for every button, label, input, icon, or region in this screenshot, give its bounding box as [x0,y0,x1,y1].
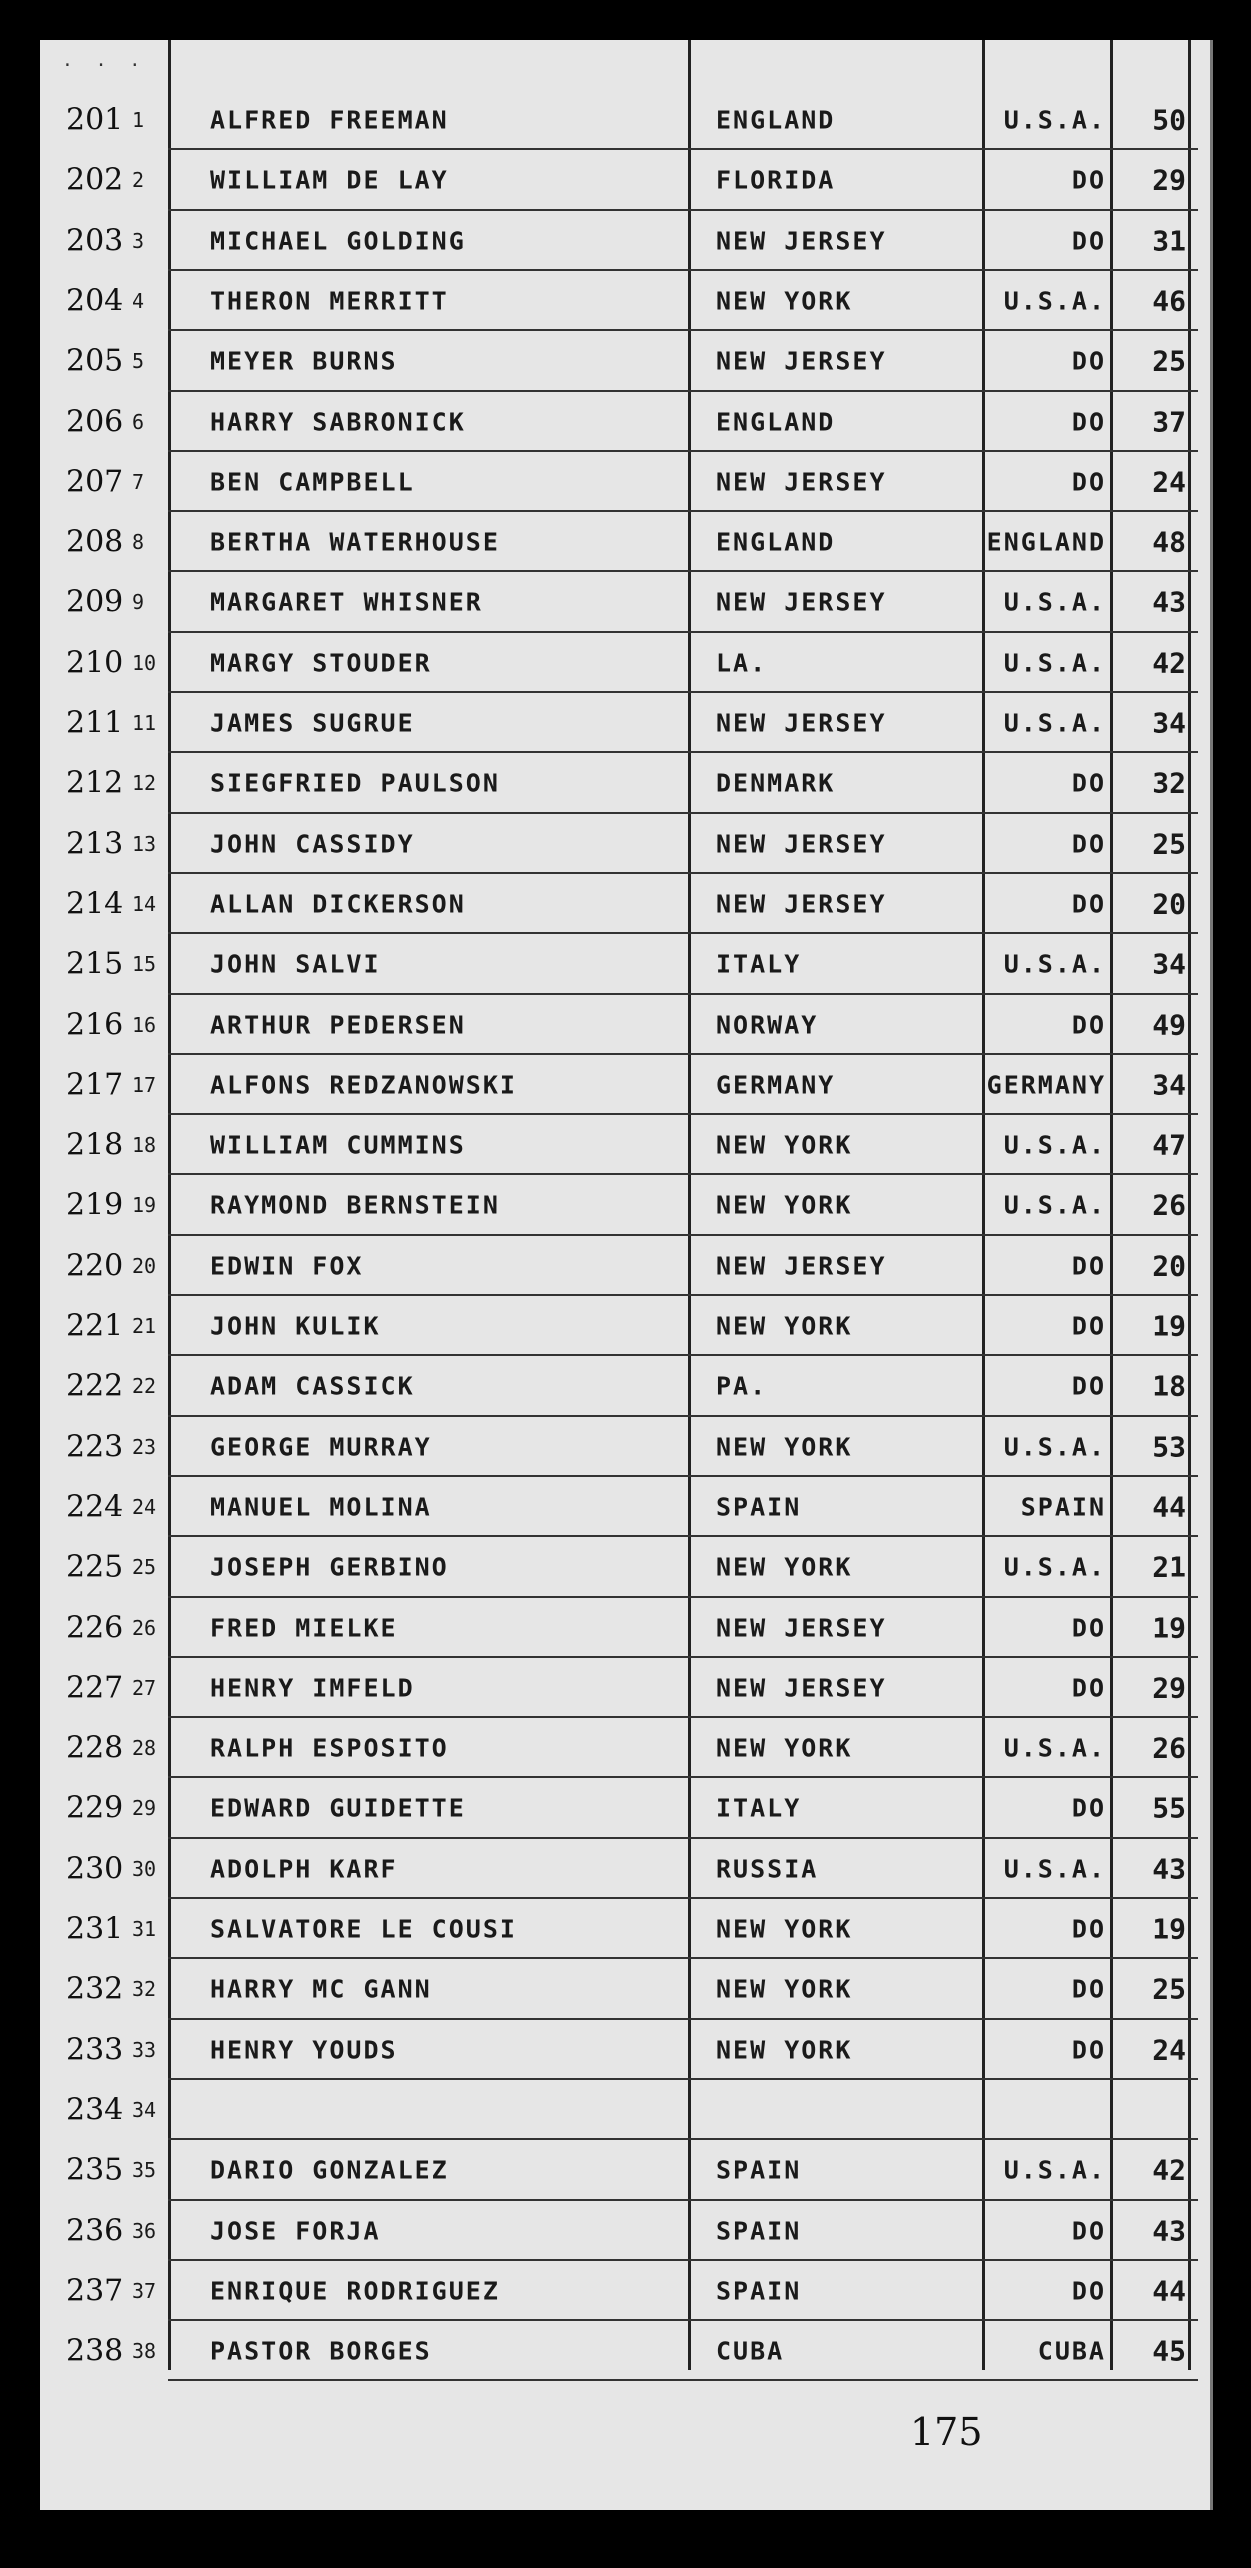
table-row [40,693,1210,753]
table-row [40,1296,1210,1356]
age: 25 [1152,1972,1186,2006]
birthplace: ENGLAND [716,105,836,135]
age: 26 [1152,1188,1186,1222]
passenger-name: HENRY YOUDS [210,2035,398,2065]
citizenship: U.S.A. [1003,1432,1106,1462]
passenger-name: EDWARD GUIDETTE [210,1793,466,1823]
age: 44 [1152,1490,1186,1524]
passenger-name: ARTHUR PEDERSEN [210,1010,466,1039]
citizenship: U.S.A. [1003,1130,1106,1160]
birthplace: NEW JERSEY [716,587,887,617]
line-number: 37 [132,2278,157,2303]
table-row [40,211,1210,271]
citizenship: U.S.A. [1003,708,1106,738]
age: 53 [1152,1430,1186,1464]
birthplace: NEW JERSEY [716,708,887,738]
birthplace: LA. [716,648,768,678]
table-row [40,1115,1210,1175]
age: 34 [1152,947,1186,981]
handwritten-number: 212 [66,765,124,801]
handwritten-number: 206 [66,404,124,439]
age: 47 [1152,1128,1186,1162]
table-row [40,1175,1210,1235]
passenger-name: JOSE FORJA [210,2216,381,2245]
citizenship: GERMANY [986,1070,1106,1100]
passenger-name: WILLIAM CUMMINS [210,1130,466,1160]
birthplace: NEW JERSEY [716,889,887,919]
corner-marks: . . . [62,50,147,71]
birthplace: NEW YORK [716,1552,853,1582]
citizenship: DO [1071,2216,1106,2245]
table-row [40,2321,1210,2381]
age: 26 [1152,1731,1186,1765]
birthplace: NEW YORK [716,2035,853,2065]
birthplace: NEW JERSEY [716,1673,887,1703]
table-row [40,392,1210,452]
passenger-name: ENRIQUE RODRIGUEZ [210,2276,500,2306]
line-number: 8 [132,530,145,555]
passenger-name: BERTHA WATERHOUSE [210,527,500,557]
line-number: 33 [132,2037,157,2062]
line-number: 5 [132,349,145,374]
table-row [40,1959,1210,2019]
citizenship: DO [1071,1974,1106,2004]
line-number: 3 [132,228,145,253]
birthplace: FLORIDA [716,165,836,195]
citizenship: U.S.A. [1003,1733,1106,1763]
table-row [40,995,1210,1055]
handwritten-number: 210 [66,645,124,681]
handwritten-number: 209 [66,584,124,620]
line-number: 6 [132,409,145,434]
table-row [40,452,1210,512]
handwritten-number: 236 [66,2213,124,2248]
handwritten-number: 201 [66,102,124,138]
birthplace: SPAIN [716,2155,802,2185]
passenger-name: DARIO GONZALEZ [210,2155,449,2185]
handwritten-number: 202 [66,162,124,198]
line-number: 36 [132,2218,157,2243]
handwritten-number: 226 [66,1610,124,1645]
handwritten-number: 214 [66,886,124,922]
table-row [40,814,1210,874]
birthplace: RUSSIA [716,1854,819,1884]
line-number: 34 [132,2097,157,2122]
birthplace: DENMARK [716,768,836,798]
birthplace: NEW JERSEY [716,1251,887,1281]
birthplace: SPAIN [716,2276,802,2306]
line-number: 30 [132,1856,157,1881]
table-row [40,1839,1210,1899]
line-number: 27 [132,1675,157,1700]
passenger-name: RAYMOND BERNSTEIN [210,1190,500,1220]
table-row [40,512,1210,572]
birthplace: NEW YORK [716,1190,853,1220]
row-rule [168,2379,1198,2381]
handwritten-number: 233 [66,2032,124,2068]
citizenship: DO [1071,768,1106,798]
table-row [40,934,1210,994]
birthplace: ITALY [716,949,802,979]
passenger-name: GEORGE MURRAY [210,1432,432,1462]
passenger-name: ADOLPH KARF [210,1854,398,1884]
handwritten-number: 225 [66,1549,124,1585]
citizenship: DO [1071,2276,1106,2306]
table-row [40,271,1210,331]
handwritten-number: 232 [66,1971,124,2007]
handwritten-number: 220 [66,1248,124,1284]
age: 19 [1152,1611,1186,1644]
line-number: 14 [132,891,157,916]
birthplace: SPAIN [716,2216,802,2245]
age: 24 [1152,2033,1186,2067]
birthplace: CUBA [716,2336,785,2366]
passenger-name: MARGY STOUDER [210,648,432,678]
passenger-name: BEN CAMPBELL [210,467,415,497]
line-number: 35 [132,2158,157,2183]
line-number: 15 [132,952,157,977]
passenger-name: JOHN CASSIDY [210,829,415,859]
line-number: 9 [132,590,145,615]
age: 25 [1152,827,1186,861]
handwritten-number: 231 [66,1911,124,1947]
handwritten-number: 229 [66,1790,124,1826]
birthplace: SPAIN [716,1492,802,1522]
table-row [40,1477,1210,1537]
line-number: 13 [132,831,157,856]
age: 24 [1152,465,1186,499]
age: 43 [1152,1852,1186,1886]
line-number: 23 [132,1434,157,1459]
handwritten-number: 215 [66,946,124,982]
passenger-name: ADAM CASSICK [210,1371,415,1401]
line-number: 26 [132,1615,157,1640]
line-number: 38 [132,2339,157,2364]
passenger-name: SALVATORE LE COUSI [210,1914,517,1944]
birthplace: NEW JERSEY [716,346,887,376]
handwritten-number: 235 [66,2152,124,2188]
table-row [40,90,1210,150]
line-number: 20 [132,1253,157,1278]
birthplace: NEW JERSEY [716,1613,887,1642]
age: 48 [1152,525,1186,559]
handwritten-number: 223 [66,1429,124,1465]
age: 55 [1152,1791,1186,1825]
line-number: 31 [132,1917,157,1941]
table-row [40,753,1210,813]
age: 46 [1152,284,1186,318]
line-number: 16 [132,1012,157,1037]
passenger-name: WILLIAM DE LAY [210,165,449,195]
handwritten-number: 219 [66,1187,124,1223]
line-number: 29 [132,1796,157,1821]
table-row [40,1055,1210,1115]
line-number: 11 [132,711,157,735]
line-number: 28 [132,1736,157,1761]
passenger-name: JAMES SUGRUE [210,708,415,738]
passenger-name: MEYER BURNS [210,346,398,376]
age: 31 [1152,224,1186,258]
age: 43 [1152,2214,1186,2247]
table-row [40,633,1210,693]
page-number: 175 [910,2410,983,2454]
line-number: 18 [132,1133,157,1158]
birthplace: NEW YORK [716,1974,853,2004]
birthplace: ITALY [716,1793,802,1823]
passenger-name: EDWIN FOX [210,1251,364,1281]
passenger-name: PASTOR BORGES [210,2336,432,2366]
birthplace: NEW YORK [716,1733,853,1763]
citizenship: DO [1071,165,1106,195]
passenger-name: MANUEL MOLINA [210,1492,432,1522]
table-row [40,2080,1210,2140]
citizenship: DO [1071,346,1106,376]
age: 42 [1152,646,1186,680]
citizenship: DO [1071,2035,1106,2065]
citizenship: U.S.A. [1003,105,1106,135]
citizenship: U.S.A. [1003,587,1106,617]
age: 18 [1152,1369,1186,1403]
citizenship: DO [1071,407,1106,436]
birthplace: NEW YORK [716,286,853,316]
birthplace: NEW JERSEY [716,829,887,859]
citizenship: ENGLAND [986,527,1106,557]
citizenship: U.S.A. [1003,949,1106,979]
passenger-name: THERON MERRITT [210,286,449,316]
age: 34 [1152,1068,1186,1102]
citizenship: DO [1071,1613,1106,1642]
table-row [40,1236,1210,1296]
citizenship: DO [1071,1311,1106,1341]
table-row [40,1899,1210,1959]
passenger-name: JOHN SALVI [210,949,381,979]
birthplace: GERMANY [716,1070,836,1100]
age: 29 [1152,163,1186,197]
age: 37 [1152,405,1186,438]
citizenship: SPAIN [1020,1492,1106,1522]
table-row [40,874,1210,934]
handwritten-number: 228 [66,1730,124,1766]
birthplace: NEW JERSEY [716,467,887,497]
citizenship: U.S.A. [1003,2155,1106,2185]
handwritten-number: 224 [66,1489,124,1525]
handwritten-number: 238 [66,2333,124,2369]
citizenship: DO [1071,1673,1106,1703]
handwritten-number: 203 [66,223,124,259]
age: 19 [1152,1309,1186,1343]
birthplace: NEW JERSEY [716,226,887,256]
table-row [40,1537,1210,1597]
passenger-name: ALFONS REDZANOWSKI [210,1070,517,1100]
passenger-name: MICHAEL GOLDING [210,226,466,256]
line-number: 4 [132,288,145,313]
table-row [40,2020,1210,2080]
passenger-name: HENRY IMFELD [210,1673,415,1703]
birthplace: NORWAY [716,1010,819,1039]
age: 20 [1152,887,1186,921]
birthplace: NEW YORK [716,1432,853,1462]
handwritten-number: 207 [66,464,124,500]
line-number: 1 [132,108,145,132]
citizenship: CUBA [1037,2336,1106,2366]
line-number: 21 [132,1314,157,1338]
age: 42 [1152,2153,1186,2187]
handwritten-number: 230 [66,1851,124,1887]
age: 25 [1152,344,1186,378]
passenger-name: MARGARET WHISNER [210,587,483,617]
age: 43 [1152,585,1186,619]
passenger-name: FRED MIELKE [210,1613,398,1642]
citizenship: U.S.A. [1003,286,1106,316]
table-row [40,1598,1210,1658]
table-row [40,150,1210,210]
birthplace: NEW YORK [716,1914,853,1944]
table-row [40,1356,1210,1416]
age: 44 [1152,2274,1186,2308]
citizenship: DO [1071,1010,1106,1039]
line-number: 7 [132,469,145,494]
line-number: 19 [132,1193,157,1218]
line-number: 25 [132,1555,157,1580]
passenger-name: SIEGFRIED PAULSON [210,768,500,798]
handwritten-number: 216 [66,1007,124,1042]
age: 50 [1152,103,1186,137]
table-row [40,1778,1210,1838]
handwritten-number: 211 [66,705,124,741]
line-number: 32 [132,1977,157,2002]
birthplace: NEW YORK [716,1130,853,1160]
citizenship: U.S.A. [1003,1552,1106,1582]
age: 34 [1152,706,1186,740]
birthplace: PA. [716,1371,768,1401]
passenger-name: HARRY MC GANN [210,1974,432,2004]
citizenship: DO [1071,829,1106,859]
handwritten-number: 217 [66,1067,124,1103]
table-row [40,2140,1210,2200]
handwritten-number: 213 [66,826,124,862]
citizenship: DO [1071,226,1106,256]
age: 19 [1152,1912,1186,1946]
line-number: 17 [132,1072,157,1097]
handwritten-number: 221 [66,1308,124,1344]
passenger-name: ALLAN DICKERSON [210,889,466,919]
table-row [40,2261,1210,2321]
citizenship: DO [1071,889,1106,919]
table-row [40,2201,1210,2261]
handwritten-number: 208 [66,524,124,560]
citizenship: DO [1071,1793,1106,1823]
line-number: 12 [132,771,157,796]
manifest-page [40,40,1213,2510]
citizenship: DO [1071,1371,1106,1401]
line-number: 24 [132,1494,157,1519]
citizenship: DO [1071,1251,1106,1281]
age: 29 [1152,1671,1186,1705]
citizenship: U.S.A. [1003,648,1106,678]
table-row [40,331,1210,391]
birthplace: ENGLAND [716,407,836,436]
handwritten-number: 227 [66,1670,124,1706]
age: 20 [1152,1249,1186,1283]
handwritten-number: 218 [66,1127,124,1163]
passenger-name: ALFRED FREEMAN [210,105,449,135]
age: 21 [1152,1550,1186,1584]
line-number: 10 [132,650,157,675]
handwritten-number: 205 [66,343,124,379]
age: 45 [1152,2334,1186,2368]
handwritten-number: 234 [66,2092,124,2128]
passenger-name: HARRY SABRONICK [210,407,466,436]
passenger-name: JOSEPH GERBINO [210,1552,449,1582]
citizenship: DO [1071,467,1106,497]
line-number: 2 [132,168,145,193]
passenger-name: JOHN KULIK [210,1311,381,1341]
table-row [40,1658,1210,1718]
table-row [40,572,1210,632]
passenger-name: RALPH ESPOSITO [210,1733,449,1763]
table-row [40,1417,1210,1477]
birthplace: ENGLAND [716,527,836,557]
birthplace: NEW YORK [716,1311,853,1341]
citizenship: U.S.A. [1003,1854,1106,1884]
age: 49 [1152,1008,1186,1041]
table-row [40,1718,1210,1778]
handwritten-number: 222 [66,1368,124,1404]
handwritten-number: 204 [66,283,124,319]
citizenship: U.S.A. [1003,1190,1106,1220]
handwritten-number: 237 [66,2273,124,2309]
line-number: 22 [132,1374,157,1399]
citizenship: DO [1071,1914,1106,1944]
age: 32 [1152,766,1186,800]
